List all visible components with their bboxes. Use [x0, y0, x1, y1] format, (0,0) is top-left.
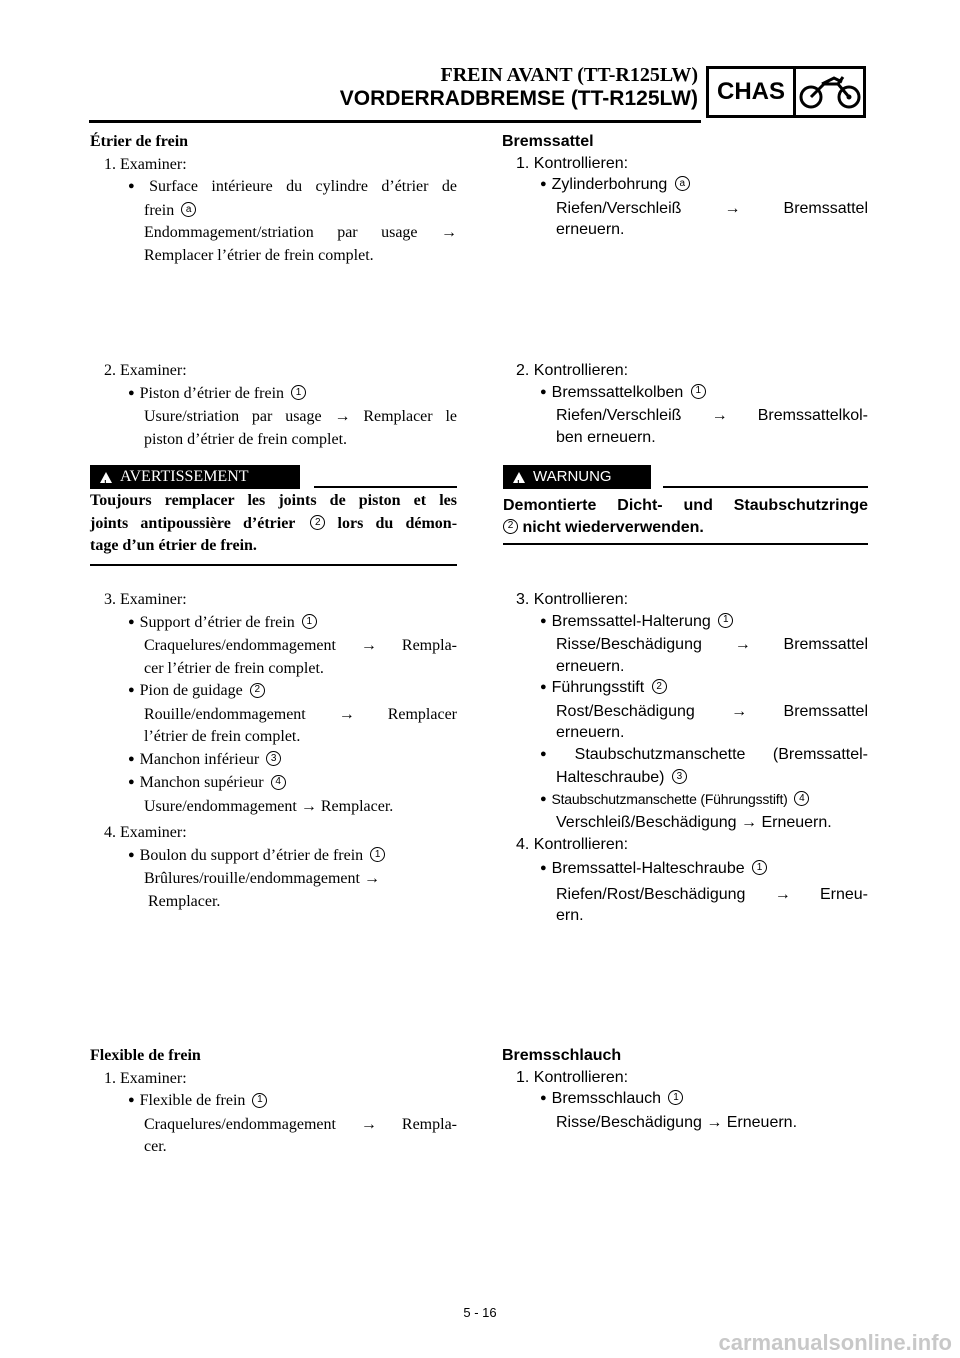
motorcycle-icon — [796, 69, 863, 115]
fr-caliper-section — [90, 131, 457, 267]
de-hose-title: Bremsschlauch — [502, 1047, 622, 1064]
ref-marker: 2 — [652, 679, 667, 694]
de-warning-text — [503, 495, 868, 538]
de-caliper-section — [502, 131, 868, 241]
de-step-3-check-b: Rost/Beschädigung → Bremssattel — [556, 702, 868, 720]
ref-marker: 3 — [266, 751, 281, 766]
de-step-4-item-a: Bremssattel-Halteschraube — [551, 860, 745, 877]
de-section-title: Bremssattel — [502, 133, 594, 150]
page-title-de: VORDERRADBREMSE (TT-R125LW) — [339, 87, 698, 110]
fr-step-4-check-a: Brûlures/rouille/endommagement → — [144, 870, 380, 887]
fr-step-4-item-a: Boulon du support d’étrier de frein — [139, 846, 364, 864]
fr-step-3-check-b2: l’étrier de frein complet. — [144, 728, 301, 745]
header-rule — [89, 120, 701, 123]
de-hose-step-1: 1. Kontrollieren: — [516, 1068, 629, 1086]
fr-step-3-block — [90, 589, 457, 913]
fr-step-1-check: Endommagement/striation par usage → — [144, 224, 457, 241]
de-step-4-check-a2: ern. — [556, 907, 584, 924]
de-step-1-check2: erneuern. — [556, 221, 625, 238]
de-hose-item: Bremsschlauch — [551, 1090, 662, 1107]
fr-step-3-check-a2: cer l’étrier de frein complet. — [144, 659, 324, 677]
fr-warning-top-rule — [314, 486, 457, 488]
de-step-3-item-b: Führungsstift — [551, 679, 645, 696]
de-step-3-check-b2: erneuern. — [556, 724, 625, 741]
de-step-3-check-d: Verschleiß/Beschädigung → Erneuern. — [556, 814, 832, 831]
fr-step-3-check-d: Usure/endommagement → Remplacer. — [144, 797, 394, 815]
de-step-4-check-a: Riefen/Rost/Beschädigung → Erneu- — [556, 885, 868, 903]
fr-step-1: 1. Examiner: — [104, 155, 187, 173]
fr-step-3-item-a: Support d’étrier de frein — [139, 613, 295, 631]
de-warning-bottom-rule — [503, 543, 868, 545]
de-step-3-check-a: Risse/Beschädigung → Bremssattel — [556, 636, 868, 653]
ref-marker: a — [675, 176, 690, 191]
de-step-2-item: Bremssattelkolben — [551, 383, 684, 401]
fr-warning-line-1: Toujours remplacer les joints de piston et les — [90, 492, 457, 509]
fr-hose-check2: cer. — [144, 1138, 167, 1155]
ref-marker: 1 — [291, 385, 306, 400]
fr-step-3-item-c: Manchon inférieur — [139, 750, 260, 768]
fr-warning-line-3: tage d’un étrier de frein. — [90, 537, 257, 554]
ref-marker: 2 — [250, 683, 265, 698]
section-badge-label: CHAS — [709, 69, 796, 115]
de-warning-top-rule — [663, 486, 868, 488]
de-step-2-check: Riefen/Verschleiß → Bremssattelkol- — [556, 407, 868, 424]
ref-marker: 1 — [252, 1093, 267, 1108]
fr-step-1-item-text: Surface intérieure du cylindre d’étrier de — [149, 178, 457, 195]
de-warning-line-1: Demontierte Dicht- und Staubschutzringe — [503, 497, 868, 514]
page-title-fr: FREIN AVANT (TT-R125LW) — [440, 64, 698, 86]
fr-step-1-item — [90, 176, 457, 200]
de-warning-line-2: nicht wiederverwenden. — [522, 518, 704, 536]
fr-warning-line-2b: lors du démon- — [337, 514, 458, 532]
fr-step-2-item-text: Piston d’étrier de frein — [139, 384, 285, 402]
fr-hose-title: Flexible de frein — [90, 1047, 201, 1064]
de-step-1-check: Riefen/Verschleiß → Bremssattel — [556, 199, 868, 217]
fr-step-1-check2: Remplacer l’étrier de frein complet. — [144, 246, 374, 264]
fr-step-1-item-text2: frein — [144, 201, 175, 219]
de-step-2-block — [502, 360, 868, 448]
fr-step-3-check-b: Rouille/endommagement → Remplacer — [144, 705, 457, 723]
fr-step-2-item — [90, 383, 457, 407]
ref-marker: 1 — [370, 847, 385, 862]
fr-step-3: 3. Examiner: — [104, 591, 187, 608]
ref-marker: 3 — [672, 769, 687, 784]
de-step-1: 1. Kontrollieren: — [516, 154, 629, 172]
fr-hose-item: Flexible de frein — [139, 1092, 246, 1109]
warning-icon — [513, 472, 525, 483]
ref-marker: 2 — [310, 515, 325, 530]
page-number: 5 - 16 — [463, 1305, 497, 1320]
ref-marker: 4 — [794, 791, 809, 806]
ref-marker: 1 — [668, 1090, 683, 1105]
fr-step-3-item-b: Pion de guidage — [139, 682, 243, 699]
ref-marker: 1 — [302, 614, 317, 629]
fr-step-2: 2. Examiner: — [104, 362, 187, 379]
ref-marker: 1 — [718, 613, 733, 628]
fr-warning-label-text: AVERTISSEMENT — [120, 467, 249, 485]
fr-hose-section — [90, 1045, 457, 1159]
watermark: carmanualsonline.info — [718, 1330, 952, 1355]
de-step-4: 4. Kontrollieren: — [516, 835, 629, 853]
ref-marker: 1 — [752, 860, 767, 875]
fr-step-2-check: Usure/striation par usage → Remplacer le — [144, 408, 457, 425]
de-hose-check: Risse/Beschädigung → Erneuern. — [556, 1113, 798, 1131]
fr-section-title: Étrier de frein — [90, 133, 189, 150]
de-hose-section — [502, 1045, 868, 1133]
section-badge — [706, 66, 866, 118]
fr-warning-label — [90, 465, 300, 489]
de-step-3-item-c2: Halteschraube) — [556, 769, 665, 786]
de-step-3-block — [502, 589, 868, 927]
de-step-2: 2. Kontrollieren: — [516, 362, 629, 379]
ref-marker: 4 — [271, 775, 286, 790]
de-step-3-item-a: Bremssattel-Halterung — [551, 612, 711, 630]
de-step-3: 3. Kontrollieren: — [516, 591, 629, 608]
fr-step-4: 4. Examiner: — [104, 824, 187, 841]
fr-warning-bottom-rule — [90, 564, 457, 566]
fr-step-3-check-a: Craquelures/endommagement → Rempla- — [144, 637, 457, 654]
ref-marker: 1 — [691, 384, 706, 399]
de-step-2-check2: ben erneuern. — [556, 428, 656, 446]
de-step-3-item-d: Staubschutzmanschette (Führungsstift) — [551, 790, 788, 807]
fr-step-2-check2: piston d’étrier de frein complet. — [144, 430, 348, 448]
de-step-3-check-a2: erneuern. — [556, 657, 625, 675]
fr-warning-text — [90, 490, 457, 558]
warning-icon — [100, 472, 112, 483]
fr-step-3-item-d: Manchon supérieur — [139, 774, 264, 791]
fr-hose-step-1: 1. Examiner: — [104, 1069, 187, 1087]
de-warning-label-text: WARNUNG — [533, 468, 612, 486]
de-warning-label — [503, 465, 651, 489]
fr-step-2-block — [90, 360, 457, 451]
fr-warning-line-2a: joints antipoussière d’étrier — [90, 514, 296, 532]
de-step-3-item-c: Staubschutzmanschette (Bremssattel- — [574, 745, 868, 763]
ref-marker: 2 — [503, 519, 518, 534]
fr-hose-check: Craquelures/endommagement → Rempla- — [144, 1115, 457, 1133]
fr-step-4-check-a2: Remplacer. — [148, 892, 221, 910]
ref-marker: a — [181, 202, 196, 217]
de-step-1-item: Zylinderbohrung — [551, 176, 668, 193]
